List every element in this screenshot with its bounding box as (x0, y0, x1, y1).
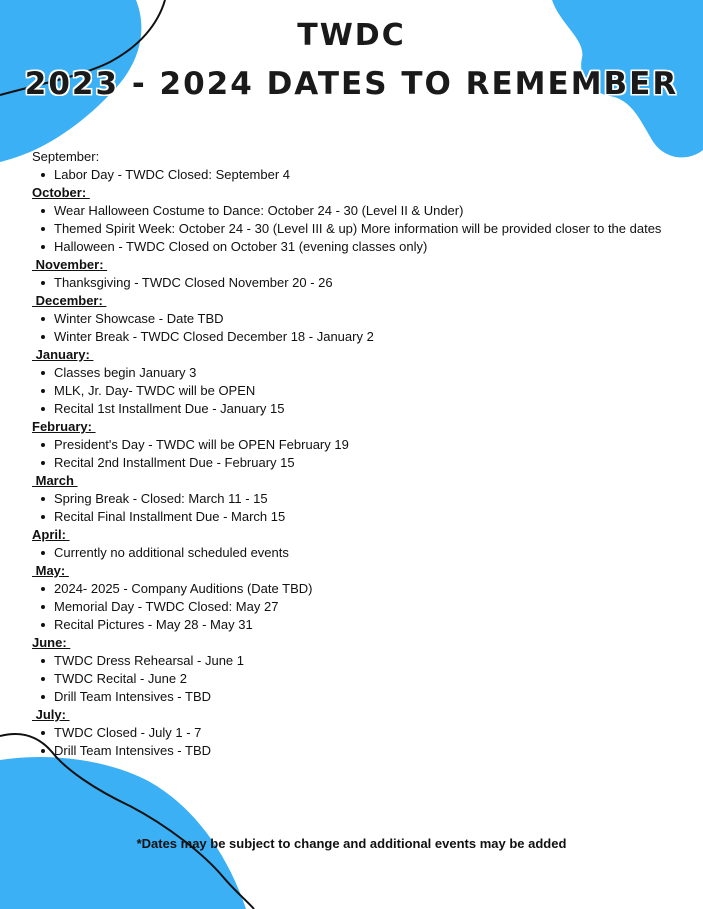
event-item: Themed Spirit Week: October 24 - 30 (Level III & up) More information will be provided closer to the dates (32, 220, 692, 238)
event-list (32, 202, 692, 256)
event-item: Thanksgiving - TWDC Closed November 20 - 26 (32, 274, 692, 292)
schedule-list (32, 148, 692, 760)
event-item: Memorial Day - TWDC Closed: May 27 (32, 598, 692, 616)
bottom-left-blob (0, 757, 246, 909)
event-list (32, 310, 692, 346)
event-list (32, 724, 692, 760)
page-title-line2: 2023 - 2024 DATES TO REMEMBER (24, 66, 679, 102)
month-heading: May: (32, 563, 69, 578)
month-heading: April: (32, 527, 70, 542)
month-heading: January: (32, 347, 94, 362)
event-list (32, 166, 692, 184)
event-item: Drill Team Intensives - TBD (32, 742, 692, 760)
page-title-line1: TWDC (297, 18, 406, 53)
event-item: Wear Halloween Costume to Dance: October 24 - 30 (Level II & Under) (32, 202, 692, 220)
month-heading: March (32, 473, 78, 488)
event-list (32, 580, 692, 634)
event-list (32, 544, 692, 562)
event-list (32, 274, 692, 292)
event-list (32, 436, 692, 472)
event-item: Winter Showcase - Date TBD (32, 310, 692, 328)
month-heading: July: (32, 707, 70, 722)
event-item: Labor Day - TWDC Closed: September 4 (32, 166, 692, 184)
event-list (32, 364, 692, 418)
event-item: TWDC Recital - June 2 (32, 670, 692, 688)
month-heading: February: (32, 419, 96, 434)
event-item: Recital 1st Installment Due - January 15 (32, 400, 692, 418)
event-item: Recital Pictures - May 28 - May 31 (32, 616, 692, 634)
month-heading: October: (32, 185, 90, 200)
event-item: Halloween - TWDC Closed on October 31 (evening classes only) (32, 238, 692, 256)
event-item: Recital Final Installment Due - March 15 (32, 508, 692, 526)
event-item: TWDC Dress Rehearsal - June 1 (32, 652, 692, 670)
event-list (32, 490, 692, 526)
event-item: Currently no additional scheduled events (32, 544, 692, 562)
event-item: 2024- 2025 - Company Auditions (Date TBD) (32, 580, 692, 598)
footnote: *Dates may be subject to change and additional events may be added (136, 836, 567, 851)
event-item: Spring Break - Closed: March 11 - 15 (32, 490, 692, 508)
month-heading: November: (32, 257, 108, 272)
event-item: MLK, Jr. Day- TWDC will be OPEN (32, 382, 692, 400)
event-item: Classes begin January 3 (32, 364, 692, 382)
month-heading: December: (32, 293, 107, 308)
month-heading: June: (32, 635, 71, 650)
event-item: President's Day - TWDC will be OPEN February 19 (32, 436, 692, 454)
event-item: Drill Team Intensives - TBD (32, 688, 692, 706)
event-list (32, 652, 692, 706)
event-item: Winter Break - TWDC Closed December 18 - January 2 (32, 328, 692, 346)
event-item: TWDC Closed - July 1 - 7 (32, 724, 692, 742)
month-heading: September: (32, 149, 100, 164)
event-item: Recital 2nd Installment Due - February 15 (32, 454, 692, 472)
